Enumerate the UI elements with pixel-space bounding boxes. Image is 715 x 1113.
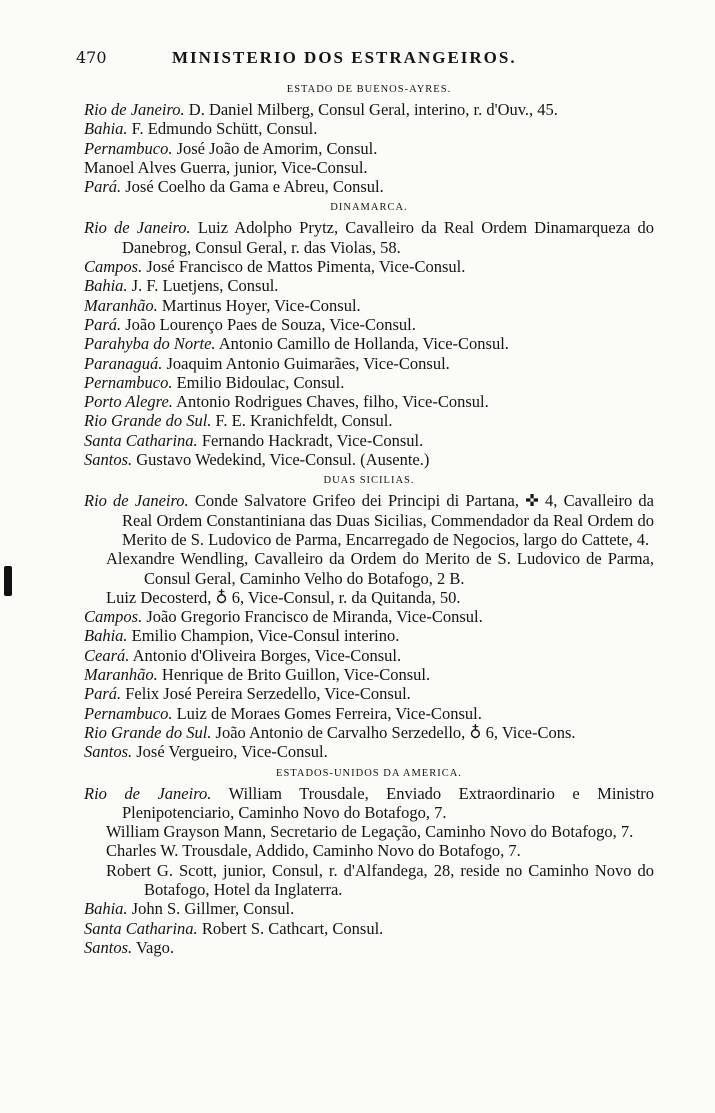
entry-text: Antonio Camillo de Hollanda, Vice-Consul. xyxy=(218,334,509,354)
entry-place: Santos. xyxy=(84,937,133,957)
entry-place: Pernambuco. xyxy=(84,372,173,392)
page-number: 470 xyxy=(76,48,107,67)
entry-place: Santa Catharina. xyxy=(84,430,198,450)
entry-place: Bahia. xyxy=(84,626,128,646)
directory-entry xyxy=(84,899,654,918)
entry-place: Pará. xyxy=(84,177,122,197)
entry-text: João Antonio de Carvalho Serzedello, ♁ 6, Vice-Cons. xyxy=(215,722,576,742)
directory-entry xyxy=(84,491,654,549)
directory-entry xyxy=(84,411,654,430)
entry-text: Fernando Hackradt, Vice-Consul. xyxy=(201,430,424,450)
entry-place: Rio Grande do Sul. xyxy=(84,411,212,431)
directory-entry xyxy=(84,100,654,119)
directory-entry xyxy=(84,177,654,196)
entry-text: Henrique de Brito Guillon, Vice-Consul. xyxy=(161,665,431,685)
entry-place: Rio de Janeiro. xyxy=(84,100,185,119)
entry-text: José João de Amorim, Consul. xyxy=(176,138,378,158)
entry-place: Santos. xyxy=(84,450,133,470)
entry-text: J. F. Luetjens, Consul. xyxy=(131,276,279,296)
entry-place: Pará. xyxy=(84,684,122,704)
directory-entry xyxy=(84,626,654,645)
entry-place: Parahyba do Norte. xyxy=(84,334,216,354)
directory-entry xyxy=(84,861,654,900)
entry-text: William Trousdale, Enviado Extraordinario e Ministro Plenipotenciario, Caminho Novo do Botafogo, 7. xyxy=(122,783,655,822)
entry-text: F. Edmundo Schütt, Consul. xyxy=(131,119,318,139)
entry-text: Antonio Rodrigues Chaves, filho, Vice-Consul. xyxy=(176,392,489,412)
directory-entry xyxy=(84,684,654,703)
entry-text: John S. Gillmer, Consul. xyxy=(131,899,295,919)
entry-text: José Vergueiro, Vice-Consul. xyxy=(136,742,328,762)
entry-place: Campos. xyxy=(84,607,143,627)
directory-entry xyxy=(84,139,654,158)
directory-entry xyxy=(84,588,654,607)
directory-entry xyxy=(84,257,654,276)
entry-place: Santos. xyxy=(84,742,133,762)
directory-entry xyxy=(84,450,654,469)
entry-text: João Lourenço Paes de Souza, Vice-Consul. xyxy=(125,314,416,334)
directory-entry xyxy=(84,841,654,860)
page-header xyxy=(76,48,656,72)
entry-text: Luiz Decosterd, ♁ 6, Vice-Consul, r. da Quitanda, 50. xyxy=(106,587,461,607)
entry-place: Rio de Janeiro. xyxy=(84,783,212,803)
entry-text: Charles W. Trousdale, Addido, Caminho Novo do Botafogo, 7. xyxy=(106,841,521,861)
directory-entry xyxy=(84,218,654,257)
entry-place: Pernambuco. xyxy=(84,138,173,158)
entry-place: Maranhão. xyxy=(84,295,158,315)
entry-place: Bahia. xyxy=(84,899,128,919)
entry-text: João Gregorio Francisco de Miranda, Vice-Consul. xyxy=(146,607,483,627)
directory-entry xyxy=(84,646,654,665)
directory-entry xyxy=(84,334,654,353)
directory-entry xyxy=(84,276,654,295)
directory-entry xyxy=(84,704,654,723)
entry-text: Conde Salvatore Grifeo dei Principi di Partana, ✜ 4, Cavalleiro da Real Ordem Constantiniana das Duas Sicilias, Commendador da Real Ordem do Merito de S. Ludovico de Parma, Encarregado de Negocios, largo do Cattete, 4. xyxy=(122,491,654,549)
entry-text: Luiz de Moraes Gomes Ferreira, Vice-Consul. xyxy=(176,703,482,723)
entry-text: William Grayson Mann, Secretario de Legação, Caminho Novo do Botafogo, 7. xyxy=(106,822,634,842)
entry-place: Campos. xyxy=(84,257,143,277)
entry-text: Martinus Hoyer, Vice-Consul. xyxy=(161,295,361,315)
directory-entry xyxy=(84,607,654,626)
entry-text: F. E. Kranichfeldt, Consul. xyxy=(215,411,393,431)
directory-entry xyxy=(84,296,654,315)
entry-text: Felix José Pereira Serzedello, Vice-Consul. xyxy=(125,684,411,704)
entry-text: José Coelho da Gama e Abreu, Consul. xyxy=(125,177,384,197)
directory-entry xyxy=(84,119,654,138)
entry-place: Porto Alegre. xyxy=(84,392,173,412)
entry-text: D. Daniel Milberg, Consul Geral, interino, r. d'Ouv., 45. xyxy=(188,100,558,119)
scan-margin-mark xyxy=(4,566,12,596)
page-title: MINISTERIO DOS ESTRANGEIROS. xyxy=(172,48,517,67)
directory-entry xyxy=(84,822,654,841)
section-heading: DINAMARCA. xyxy=(330,202,408,214)
entry-text: Luiz Adolpho Prytz, Cavalleiro da Real Ordem Dinamarqueza do Danebrog, Consul Geral, r. das Violas, 58. xyxy=(122,218,655,257)
directory-entry xyxy=(84,158,654,177)
directory-entry xyxy=(84,549,654,588)
section-heading: DUAS SICILIAS. xyxy=(323,475,415,487)
entry-place: Ceará. xyxy=(84,645,130,665)
directory-entry xyxy=(84,665,654,684)
directory-entry xyxy=(84,373,654,392)
entry-text: Gustavo Wedekind, Vice-Consul. (Ausente.) xyxy=(136,450,430,470)
entry-place: Pará. xyxy=(84,314,122,334)
entry-text: Alexandre Wendling, Cavalleiro da Ordem do Merito de S. Ludovico de Parma, Consul Geral, Caminho Velho do Botafogo, 2 B. xyxy=(106,549,654,588)
directory-entry xyxy=(84,784,654,823)
entry-place: Santa Catharina. xyxy=(84,918,198,938)
entry-place: Rio de Janeiro. xyxy=(84,218,191,238)
directory-entry xyxy=(84,723,654,742)
directory-entry xyxy=(84,742,654,761)
entry-text: José Francisco de Mattos Pimenta, Vice-Consul. xyxy=(146,257,466,277)
entry-place: Bahia. xyxy=(84,119,128,139)
entry-text: Emilio Champion, Vice-Consul interino. xyxy=(131,626,400,646)
section-heading: ESTADOS-UNIDOS DA AMERICA. xyxy=(276,767,462,779)
entry-place: Rio Grande do Sul. xyxy=(84,722,212,742)
document-body xyxy=(84,78,654,957)
entry-place: Rio de Janeiro. xyxy=(84,491,189,511)
entry-text: Manoel Alves Guerra, junior, Vice-Consul. xyxy=(84,157,368,177)
entry-text: Antonio d'Oliveira Borges, Vice-Consul. xyxy=(132,645,402,665)
directory-entry xyxy=(84,919,654,938)
entry-place: Maranhão. xyxy=(84,665,158,685)
directory-entry xyxy=(84,431,654,450)
entry-text: Emilio Bidoulac, Consul. xyxy=(176,372,345,392)
entry-text: Robert G. Scott, junior, Consul, r. d'Alfandega, 28, reside no Caminho Novo do Botafogo, Hotel da Inglaterra. xyxy=(106,860,654,899)
directory-entry xyxy=(84,354,654,373)
entry-place: Bahia. xyxy=(84,276,128,296)
directory-entry xyxy=(84,392,654,411)
entry-text: Vago. xyxy=(135,937,175,957)
directory-entry xyxy=(84,315,654,334)
entry-place: Paranaguá. xyxy=(84,353,163,373)
entry-place: Pernambuco. xyxy=(84,703,173,723)
entry-text: Joaquim Antonio Guimarães, Vice-Consul. xyxy=(166,353,450,373)
section-heading: ESTADO DE BUENOS-AYRES. xyxy=(286,84,452,95)
entry-text: Robert S. Cathcart, Consul. xyxy=(201,918,384,938)
directory-entry xyxy=(84,938,654,957)
